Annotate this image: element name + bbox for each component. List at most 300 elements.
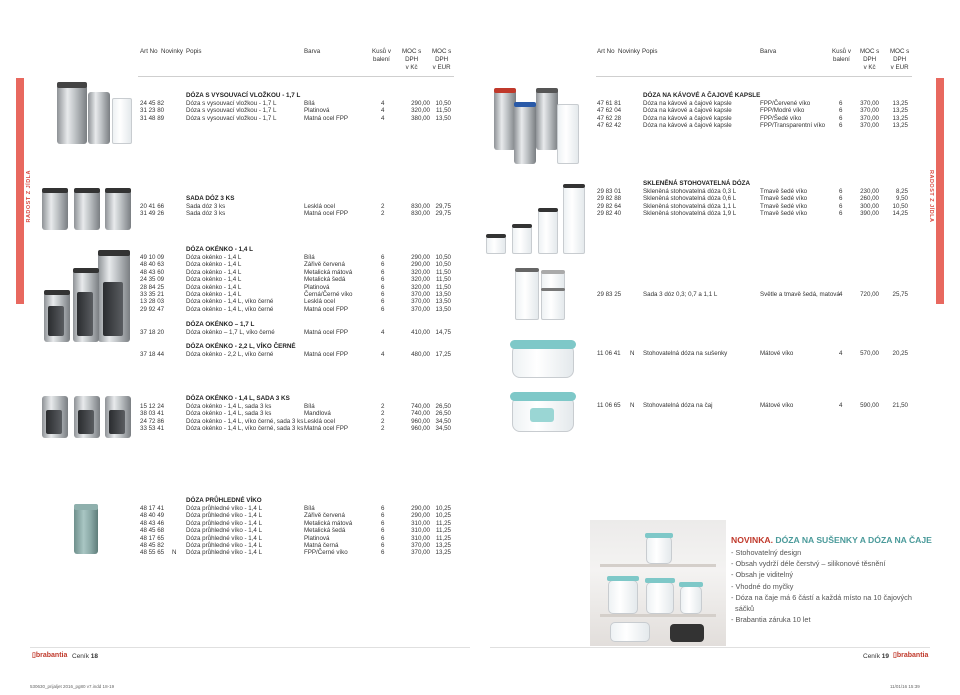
cell-price-eur: 9,50 — [895, 195, 908, 203]
cell-art-no: 47 62 04 — [597, 107, 622, 115]
hdr-moc-kc-r: MOC s DPH v Kč — [860, 48, 880, 71]
cell-new-flag: N — [630, 350, 635, 357]
table-row — [0, 100, 960, 108]
cell-price-czk: 960,00 — [411, 425, 430, 433]
cell-description: Dóza průhledné víko - 1,4 L — [186, 512, 263, 520]
cell-price-eur: 13,50 — [435, 305, 451, 313]
brand-logo-left-text: brabantia — [35, 652, 68, 659]
cell-price-czk: 740,00 — [411, 403, 430, 410]
cell-price-eur: 10,25 — [435, 505, 451, 512]
print-slug-right: 11/01/16 15:39 — [890, 684, 920, 689]
cell-art-no: 31 49 26 — [140, 210, 165, 218]
cell-description: Dóza okénko - 1,4 L, víko černé — [186, 305, 274, 313]
cell-price-eur: 29,75 — [435, 210, 451, 218]
cell-pack-qty: 6 — [381, 549, 385, 557]
cell-price-czk: 370,00 — [411, 549, 430, 557]
cell-pack-qty: 6 — [839, 100, 843, 107]
cell-price-eur: 11,50 — [435, 276, 451, 284]
table-row — [0, 549, 960, 557]
cell-color: Bílá — [304, 254, 315, 261]
cell-price-eur: 13,50 — [435, 291, 451, 298]
cell-price-eur: 10,50 — [435, 261, 451, 269]
hdr-moc-kc: MOC s DPH v Kč — [402, 48, 422, 71]
cell-price-czk: 390,00 — [860, 210, 879, 218]
cell-pack-qty: 6 — [381, 268, 385, 276]
cell-description: Dóza na kávové a čajové kapsle — [643, 114, 732, 122]
cell-price-eur: 25,75 — [892, 291, 908, 298]
cell-pack-qty: 6 — [381, 534, 385, 542]
cell-description: Dóza s vysouvací vložkou - 1,7 L — [186, 114, 277, 122]
brand-mark-icon: ▯ — [32, 652, 36, 659]
table-row — [0, 188, 960, 196]
table-row — [0, 425, 960, 433]
hdr-novinky-r: Novinky — [618, 48, 641, 55]
promo-feature: - Stohovatelný design — [731, 548, 802, 557]
cell-color: Matná ocel FPP — [304, 425, 349, 433]
cell-description: Dóza okénko – 1,7 L, víko černé — [186, 329, 275, 336]
cell-pack-qty: 6 — [839, 107, 843, 115]
hdr-kusu: Kusů v balení — [372, 48, 391, 63]
cell-color: Zářivě červená — [304, 261, 345, 269]
section-title: SADA DÓZ 3 KS — [186, 195, 235, 202]
cell-price-eur: 10,25 — [435, 512, 451, 520]
cell-description: Dóza průhledné víko - 1,4 L — [186, 527, 263, 535]
table-row — [0, 505, 960, 513]
cell-price-czk: 370,00 — [860, 107, 879, 115]
page-right-label: Ceník — [863, 653, 880, 660]
table-row — [0, 306, 960, 314]
cell-description: Dóza okénko - 1,4 L, víko černé, sada 3 ks — [186, 417, 304, 425]
cell-description: Dóza okénko - 1,4 L, sada 3 ks — [186, 403, 272, 410]
cell-pack-qty: 4 — [381, 100, 385, 107]
cell-price-eur: 13,25 — [892, 114, 908, 122]
cell-art-no: 48 43 60 — [140, 268, 165, 276]
cell-art-no: 11 06 41 — [597, 350, 621, 357]
cell-pack-qty: 4 — [839, 402, 843, 409]
cell-color: Mátové víko — [760, 402, 794, 409]
cell-pack-qty: 6 — [381, 527, 385, 535]
cell-price-czk: 370,00 — [411, 298, 430, 306]
table-row — [0, 276, 960, 284]
cell-description: Skleněná stohovatelná dóza 1,1 L — [643, 202, 737, 210]
cell-art-no: 49 10 09 — [140, 254, 165, 261]
cell-color: Lesklá ocel — [304, 417, 335, 425]
section-title: DÓZA OKÉNKO – 1,7 L — [186, 321, 255, 328]
cell-pack-qty: 2 — [381, 210, 385, 218]
promo-title-text: DÓZA NA SUŠENKY A DÓZA NA ČAJE — [773, 535, 932, 545]
cell-pack-qty: 4 — [839, 350, 843, 357]
section-title: DÓZA S VYSOUVACÍ VLOŽKOU - 1,7 L — [186, 92, 301, 99]
side-tab-label-right: RADOST Z JÍDLA — [928, 170, 934, 223]
cell-art-no: 20 41 66 — [140, 203, 165, 210]
cell-pack-qty: 6 — [839, 210, 843, 218]
cell-description: Dóza průhledné víko - 1,4 L — [186, 505, 263, 512]
cell-color: Tmavě šedé víko — [760, 210, 808, 218]
cell-color: Metalická šedá — [304, 527, 346, 535]
table-row — [0, 512, 960, 520]
brand-logo-left — [32, 651, 67, 659]
cell-description: Stohovatelná dóza na čaj — [643, 402, 713, 409]
cell-color: Černá/Černé víko — [304, 291, 353, 298]
table-row — [0, 269, 960, 277]
cell-art-no: 47 62 42 — [597, 122, 622, 130]
cell-pack-qty: 6 — [381, 519, 385, 527]
cell-description: Dóza okénko - 1,4 L, víko černé — [186, 298, 274, 306]
cell-price-eur: 11,50 — [435, 283, 451, 291]
cell-art-no: 24 35 09 — [140, 276, 165, 284]
header-rule-right — [596, 76, 912, 77]
cell-art-no: 13 28 03 — [140, 298, 165, 306]
cell-color: Metalická mátová — [304, 519, 353, 527]
table-row — [0, 261, 960, 269]
cell-price-eur: 10,50 — [892, 202, 908, 210]
cell-price-czk: 300,00 — [860, 202, 879, 210]
cell-art-no: 38 03 41 — [140, 410, 165, 418]
promo-feature: sáčků — [731, 604, 755, 613]
cell-color: Tmavě šedé víko — [760, 188, 808, 195]
cell-art-no: 31 48 89 — [140, 114, 165, 122]
cell-art-no: 48 40 63 — [140, 261, 165, 269]
cell-pack-qty: 4 — [381, 114, 385, 122]
cell-price-eur: 34,50 — [435, 417, 451, 425]
cell-price-czk: 320,00 — [411, 276, 430, 284]
hdr-kusu-r: Kusů v balení — [832, 48, 851, 63]
cell-pack-qty: 4 — [381, 107, 385, 115]
cell-art-no: 47 61 81 — [597, 100, 622, 107]
brand-mark-icon-right: ▯ — [893, 652, 897, 659]
cell-description: Dóza na kávové a čajové kapsle — [643, 122, 732, 130]
cell-color: Matná ocel FPP — [304, 351, 349, 358]
cell-price-czk: 370,00 — [411, 542, 430, 549]
cell-pack-qty: 2 — [381, 417, 385, 425]
cell-description: Dóza okénko - 1,4 L — [186, 261, 242, 269]
footer-rule-left — [30, 647, 470, 648]
cell-description: Dóza okénko - 1,4 L, víko černé, sada 3 ks — [186, 425, 304, 433]
cell-price-czk: 960,00 — [411, 417, 430, 425]
page-number-left — [72, 653, 98, 660]
cell-description: Dóza okénko - 1,4 L — [186, 254, 242, 261]
cell-price-czk: 380,00 — [411, 114, 430, 122]
cell-pack-qty: 6 — [839, 202, 843, 210]
hdr-barva-r: Barva — [760, 48, 777, 55]
hdr-art-no: Art No — [140, 48, 158, 55]
cell-description: Skleněná stohovatelná dóza 0,6 L — [643, 195, 737, 203]
table-row — [0, 122, 960, 130]
cell-art-no: 31 23 80 — [140, 107, 165, 115]
cell-price-czk: 310,00 — [411, 519, 430, 527]
section-title: DÓZA OKÉNKO - 1,4 L — [186, 246, 253, 253]
cell-description: Dóza na kávové a čajové kapsle — [643, 107, 732, 115]
table-row — [0, 350, 960, 358]
cell-pack-qty: 6 — [839, 122, 843, 130]
cell-price-czk: 230,00 — [860, 188, 879, 195]
cell-color: Platinová — [304, 107, 330, 115]
table-row — [0, 115, 960, 123]
cell-color: Matná ocel FPP — [304, 305, 349, 313]
cell-description: Dóza s vysouvací vložkou - 1,7 L — [186, 107, 277, 115]
cell-color: Platinová — [304, 534, 330, 542]
cell-description: Sada dóz 3 ks — [186, 203, 226, 210]
footer-rule-right — [490, 647, 930, 648]
cell-price-eur: 26,50 — [435, 403, 451, 410]
header-rule-left — [138, 76, 454, 77]
cell-art-no: 28 84 25 — [140, 283, 165, 291]
cell-description: Dóza okénko - 1,4 L — [186, 283, 242, 291]
side-tab-label-left: RADOST Z JÍDLA — [26, 170, 32, 223]
cell-description: Dóza průhledné víko - 1,4 L — [186, 549, 263, 557]
hdr-barva: Barva — [304, 48, 321, 55]
cell-new-flag: N — [630, 402, 635, 409]
cell-price-eur: 20,25 — [892, 350, 908, 357]
cell-color: Tmavě šedé víko — [760, 195, 808, 203]
table-row — [0, 298, 960, 306]
cell-art-no: 24 72 86 — [140, 417, 165, 425]
table-row — [0, 520, 960, 528]
page-left-label: Ceník — [72, 653, 89, 660]
cell-price-eur: 13,50 — [435, 114, 451, 122]
cell-price-czk: 290,00 — [411, 100, 430, 107]
cell-price-eur: 11,25 — [435, 527, 451, 535]
cell-pack-qty: 6 — [381, 305, 385, 313]
cell-description: Dóza okénko - 1,4 L — [186, 291, 242, 298]
cell-pack-qty: 6 — [381, 291, 385, 298]
cell-color: Matná ocel FPP — [304, 210, 349, 218]
cell-description: Sada 3 dóz 0,3; 0,7 a 1,1 L — [643, 291, 718, 298]
cell-price-eur: 13,50 — [435, 298, 451, 306]
table-row — [0, 210, 960, 218]
table-row — [0, 527, 960, 535]
cell-description: Sada dóz 3 ks — [186, 210, 226, 218]
cell-description: Skleněná stohovatelná dóza 0,3 L — [643, 188, 737, 195]
cell-description: Dóza okénko - 1,4 L, sada 3 ks — [186, 410, 272, 418]
cell-price-czk: 290,00 — [411, 254, 430, 261]
cell-price-eur: 26,50 — [435, 410, 451, 418]
cell-art-no: 48 40 49 — [140, 512, 165, 520]
cell-pack-qty: 2 — [381, 410, 385, 418]
cell-pack-qty: 6 — [839, 114, 843, 122]
table-row — [0, 410, 960, 418]
cell-description: Skleněná stohovatelná dóza 1,9 L — [643, 210, 737, 218]
cell-pack-qty: 6 — [839, 188, 843, 195]
table-row — [0, 284, 960, 292]
cell-color: FPP/Černé víko — [304, 549, 348, 557]
page-left-num: 18 — [90, 653, 99, 660]
cell-price-czk: 370,00 — [860, 114, 879, 122]
promo-feature: - Brabantia záruka 10 let — [731, 615, 811, 625]
cell-price-czk: 410,00 — [411, 329, 430, 336]
brand-logo-right-text: brabantia — [896, 652, 929, 659]
hdr-popis: Popis — [186, 48, 202, 55]
cell-price-czk: 290,00 — [411, 261, 430, 269]
cell-price-czk: 290,00 — [411, 505, 430, 512]
cell-art-no: 29 82 40 — [597, 210, 622, 218]
cell-price-czk: 370,00 — [860, 100, 879, 107]
cell-art-no: 48 45 82 — [140, 542, 165, 549]
promo-feature: - Vhodné do myčky — [731, 581, 794, 591]
cell-color: Mátové víko — [760, 350, 794, 357]
cell-description: Dóza okénko - 1,4 L — [186, 268, 242, 276]
hdr-art-no-r: Art No — [597, 48, 615, 55]
cell-art-no: 29 82 88 — [597, 195, 622, 203]
cell-art-no: 48 17 41 — [140, 505, 165, 512]
table-row — [0, 418, 960, 426]
cell-price-czk: 320,00 — [411, 107, 430, 115]
cell-art-no: 15 12 24 — [140, 403, 165, 410]
hdr-moc-eur: MOC s DPH v EUR — [432, 48, 452, 71]
cell-color: Lesklá ocel — [304, 298, 335, 306]
cell-color: Matná černá — [304, 542, 339, 549]
section-title: DÓZA PRŮHLEDNÉ VÍKO — [186, 497, 262, 504]
promo-feature: - Obsah vydrží déle čerstvý – silikonové těsnění — [731, 559, 886, 569]
cell-price-eur: 13,25 — [892, 122, 908, 130]
cell-color: FPP/Transparentní víko — [760, 122, 826, 130]
cell-art-no: 37 18 44 — [140, 351, 165, 358]
cell-color: Zářivě červená — [304, 512, 345, 520]
section-title: SKLENĚNÁ STOHOVATELNÁ DÓZA — [643, 180, 751, 187]
section-title: DÓZA OKÉNKO - 2,2 L, VÍKO ČERNÉ — [186, 343, 296, 350]
cell-price-czk: 310,00 — [411, 527, 430, 535]
cell-price-eur: 29,75 — [435, 203, 451, 210]
cell-art-no: 29 83 01 — [597, 188, 622, 195]
print-slug-left: 530630_prijaljet 2016_pg80 v7.indd 18-19 — [30, 684, 115, 689]
cell-art-no: 11 06 65 — [597, 402, 621, 409]
table-row — [0, 291, 960, 299]
cell-description: Dóza průhledné víko - 1,4 L — [186, 534, 263, 542]
cell-color: FPP/Modré víko — [760, 107, 805, 115]
cell-price-eur: 13,25 — [892, 100, 908, 107]
hdr-popis-r: Popis — [642, 48, 658, 55]
cell-price-eur: 8,25 — [895, 188, 908, 195]
cell-pack-qty: 6 — [381, 298, 385, 306]
cell-description: Dóza okénko - 1,4 L — [186, 276, 242, 284]
cell-art-no: 48 55 65 — [140, 549, 165, 557]
cell-pack-qty: 2 — [381, 203, 385, 210]
page-right-num: 19 — [881, 653, 890, 660]
hdr-moc-eur-r: MOC s DPH v EUR — [890, 48, 910, 71]
cell-price-czk: 830,00 — [411, 210, 430, 218]
cell-color: Platinová — [304, 283, 330, 291]
promo-feature: - Dóza na čaje má 6 částí a každá místo na 10 čajových — [731, 592, 912, 602]
promo-feature: - Obsah je viditelný — [731, 570, 794, 580]
table-row — [0, 195, 960, 203]
cell-price-czk: 480,00 — [411, 351, 430, 358]
cell-color: Matná ocel FPP — [304, 329, 349, 336]
cell-art-no: 48 43 46 — [140, 519, 165, 527]
cell-pack-qty: 2 — [381, 403, 385, 410]
section-title: DÓZA OKÉNKO - 1,4 L, SADA 3 KS — [186, 395, 290, 402]
promo-lead: NOVINKA. — [731, 535, 774, 545]
cell-price-czk: 320,00 — [411, 283, 430, 291]
table-row — [0, 329, 960, 337]
cell-art-no: 24 45 82 — [140, 100, 165, 107]
cell-price-eur: 11,50 — [435, 268, 451, 276]
cell-price-czk: 570,00 — [860, 350, 879, 357]
cell-pack-qty: 4 — [839, 291, 843, 298]
table-row — [0, 254, 960, 262]
cell-price-czk: 260,00 — [860, 195, 879, 203]
cell-art-no: 37 18 20 — [140, 329, 165, 336]
cell-art-no: 48 17 65 — [140, 534, 165, 542]
cell-pack-qty: 6 — [381, 254, 385, 261]
cell-art-no: 29 92 47 — [140, 305, 165, 313]
cell-price-czk: 830,00 — [411, 203, 430, 210]
cell-art-no: 47 62 28 — [597, 114, 622, 122]
cell-price-eur: 10,50 — [435, 254, 451, 261]
cell-pack-qty: 6 — [381, 542, 385, 549]
cell-price-czk: 720,00 — [860, 291, 879, 298]
cell-color: Metalická šedá — [304, 276, 346, 284]
cell-art-no: 29 83 25 — [597, 291, 622, 298]
brand-logo-right — [893, 651, 928, 659]
cell-description: Stohovatelná dóza na sušenky — [643, 350, 728, 357]
cell-price-eur: 11,50 — [435, 107, 451, 115]
cell-price-eur: 13,25 — [435, 549, 451, 557]
cell-price-czk: 320,00 — [411, 268, 430, 276]
cell-color: FPP/Červené víko — [760, 100, 811, 107]
table-row — [0, 107, 960, 115]
table-row — [0, 402, 960, 410]
cell-color: FPP/Šedé víko — [760, 114, 802, 122]
cell-art-no: 33 35 21 — [140, 291, 165, 298]
promo-photo — [590, 520, 726, 646]
promo-title — [731, 535, 932, 545]
hdr-novinky: Novinky — [161, 48, 184, 55]
cell-pack-qty: 6 — [381, 512, 385, 520]
cell-price-eur: 11,25 — [435, 519, 451, 527]
cell-price-eur: 11,25 — [435, 534, 451, 542]
cell-color: Bílá — [304, 403, 315, 410]
cell-color: Metalická mátová — [304, 268, 353, 276]
cell-new-flag: N — [172, 549, 177, 557]
cell-color: Bílá — [304, 100, 315, 107]
page-number-right — [863, 653, 889, 660]
cell-pack-qty: 6 — [839, 195, 843, 203]
cell-pack-qty: 4 — [381, 351, 385, 358]
cell-color: Bílá — [304, 505, 315, 512]
cell-price-eur: 10,50 — [435, 100, 451, 107]
cell-price-czk: 370,00 — [411, 305, 430, 313]
cell-art-no: 33 53 41 — [140, 425, 165, 433]
cell-color: Lesklá ocel — [304, 203, 335, 210]
cell-pack-qty: 6 — [381, 261, 385, 269]
cell-pack-qty: 2 — [381, 425, 385, 433]
cell-description: Dóza průhledné víko - 1,4 L — [186, 542, 263, 549]
cell-pack-qty: 4 — [381, 329, 385, 336]
cell-price-czk: 290,00 — [411, 512, 430, 520]
cell-price-eur: 13,25 — [435, 542, 451, 549]
cell-color: Tmavě šedé víko — [760, 202, 808, 210]
cell-price-eur: 13,25 — [892, 107, 908, 115]
cell-price-czk: 370,00 — [411, 291, 430, 298]
cell-color: Mandlová — [304, 410, 331, 418]
cell-pack-qty: 6 — [381, 283, 385, 291]
cell-price-czk: 310,00 — [411, 534, 430, 542]
cell-price-czk: 370,00 — [860, 122, 879, 130]
table-row — [0, 203, 960, 211]
cell-description: Dóza s vysouvací vložkou - 1,7 L — [186, 100, 277, 107]
cell-description: Dóza okénko - 2,2 L, víko černé — [186, 351, 274, 358]
cell-art-no: 29 82 64 — [597, 202, 622, 210]
section-title: DÓZA NA KÁVOVÉ A ČAJOVÉ KAPSLE — [643, 92, 761, 99]
cell-pack-qty: 6 — [381, 276, 385, 284]
cell-pack-qty: 6 — [381, 505, 385, 512]
cell-description: Dóza průhledné víko - 1,4 L — [186, 519, 263, 527]
cell-price-eur: 17,25 — [435, 351, 451, 358]
cell-color: Matná ocel FPP — [304, 114, 349, 122]
cell-price-eur: 14,25 — [892, 210, 908, 218]
cell-price-eur: 14,75 — [435, 329, 451, 336]
cell-price-eur: 34,50 — [435, 425, 451, 433]
